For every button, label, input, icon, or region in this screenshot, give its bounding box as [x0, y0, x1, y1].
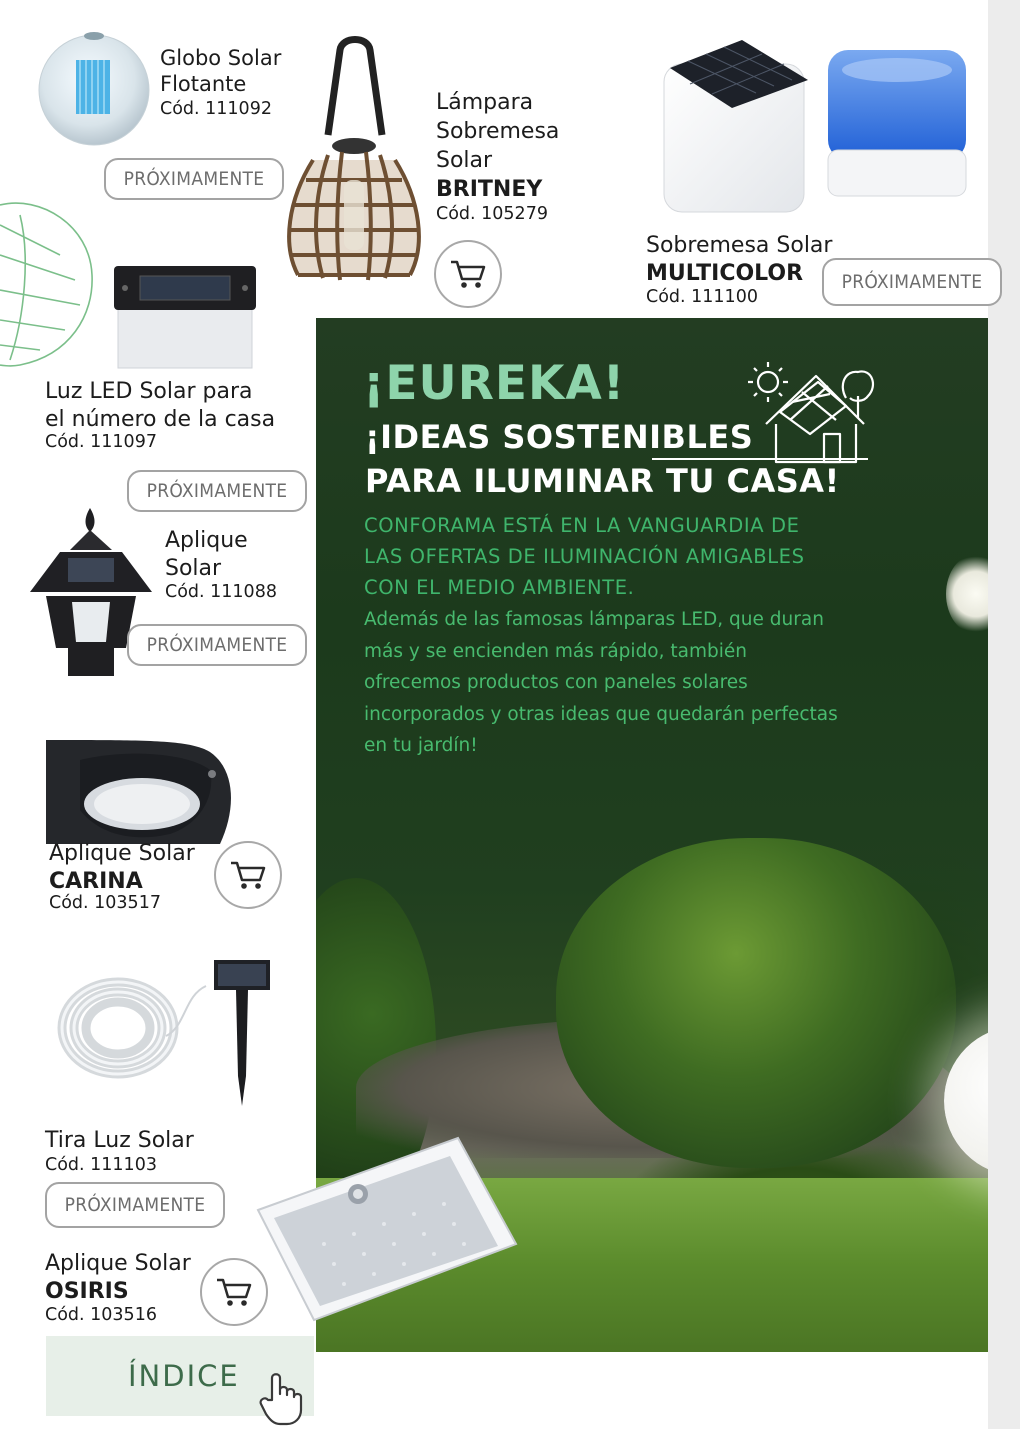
hero-subtitle-line: ¡IDEAS SOSTENIBLES — [365, 418, 754, 456]
index-label: ÍNDICE — [128, 1359, 240, 1393]
coming-soon-button[interactable]: PRÓXIMAMENTE — [822, 258, 1002, 306]
add-to-cart-button[interactable] — [434, 240, 502, 308]
product-code: Cód. 111103 — [45, 1155, 157, 1175]
product-name-line: Aplique Solar — [45, 1251, 191, 1276]
shopping-cart-icon — [229, 858, 267, 892]
product-name-line: el número de la casa — [45, 407, 276, 432]
product-name-line: Globo Solar — [160, 46, 282, 70]
monstera-leaf-icon — [0, 195, 95, 375]
coming-soon-button[interactable]: PRÓXIMAMENTE — [104, 158, 284, 200]
product-model-name: CARINA — [49, 869, 143, 894]
multicolor-cube-lamps-image — [660, 40, 970, 215]
product-code: Cód. 105279 — [436, 204, 548, 224]
product-name-osiris — [45, 1250, 191, 1306]
product-name-line: Solar — [165, 556, 222, 581]
product-model-name: BRITNEY — [436, 177, 543, 202]
product-code: Cód. 111100 — [646, 287, 758, 307]
bush-shape — [556, 838, 956, 1168]
product-name-britney — [436, 88, 559, 204]
product-name-line: Sobremesa — [436, 119, 560, 144]
product-name-numero — [45, 378, 275, 434]
product-model-name: OSIRIS — [45, 1279, 129, 1304]
add-to-cart-button[interactable] — [214, 841, 282, 909]
hero-title: ¡EUREKA! — [363, 356, 626, 411]
coming-soon-button[interactable]: PRÓXIMAMENTE — [45, 1182, 225, 1228]
osiris-solar-light-image — [254, 1134, 518, 1322]
product-name-globo — [160, 45, 281, 97]
house-number-light-image — [114, 266, 256, 370]
product-code: Cód. 111092 — [160, 99, 272, 119]
product-code: Cód. 103517 — [49, 893, 161, 913]
product-name-line: Flotante — [160, 72, 247, 96]
solar-house-icon — [746, 354, 876, 466]
coming-soon-button[interactable]: PRÓXIMAMENTE — [127, 470, 307, 512]
product-name-line: Luz LED Solar para — [45, 379, 253, 404]
add-to-cart-button[interactable] — [200, 1258, 268, 1326]
product-name-line: Lámpara — [436, 90, 534, 115]
hero-subheading: CONFORAMA ESTÁ EN LA VANGUARDIA DE LAS OFERTAS DE ILUMINACIÓN AMIGABLES CON EL MEDIO AMBIENTE. — [364, 514, 805, 599]
product-code: Cód. 111088 — [165, 582, 277, 602]
product-name-line: Solar — [436, 148, 493, 173]
page-edge-strip — [988, 0, 1020, 1429]
product-name-line: Aplique Solar — [49, 841, 195, 866]
product-name-multicolor — [646, 232, 832, 288]
product-name-tira — [45, 1128, 194, 1154]
product-name-line: Tira Luz Solar — [45, 1128, 194, 1153]
product-name-carina — [49, 840, 195, 896]
hand-pointer-icon — [258, 1370, 306, 1426]
shopping-cart-icon — [449, 257, 487, 291]
product-name-line: Aplique — [165, 528, 248, 553]
floating-globe-image — [36, 26, 152, 146]
britney-lantern-image — [278, 30, 430, 292]
product-model-name: MULTICOLOR — [646, 261, 804, 286]
carina-wall-light-image — [40, 740, 236, 844]
product-name-line: Sobremesa Solar — [646, 233, 833, 258]
shopping-cart-icon — [215, 1275, 253, 1309]
product-code: Cód. 103516 — [45, 1305, 157, 1325]
hero-body-text: Además de las famosas lámparas LED, que duran más y se encienden más rápido, también ofrecemos productos con paneles solares incorporados y otras ideas que quedarán perfectas en tu jardín! — [364, 609, 838, 756]
hero-subtitle-line: PARA ILUMINAR TU CASA! — [365, 462, 840, 500]
solar-rope-light-image — [56, 956, 276, 1112]
glowing-lamp — [946, 554, 988, 634]
product-code: Cód. 111097 — [45, 432, 157, 452]
product-name-aplique — [165, 527, 248, 583]
coming-soon-button[interactable]: PRÓXIMAMENTE — [127, 624, 307, 666]
